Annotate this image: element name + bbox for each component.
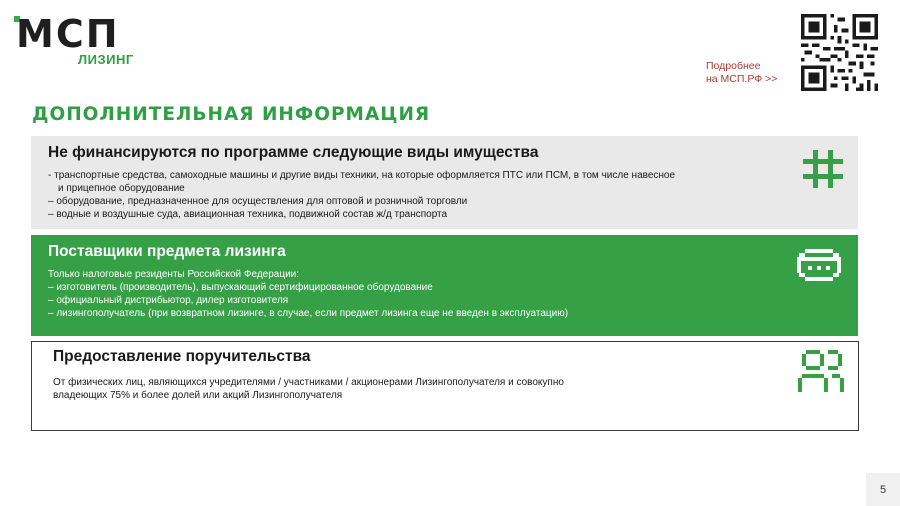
logo-sub: ЛИЗИНГ	[78, 52, 134, 67]
more-link-line1: Подробнее	[706, 60, 761, 72]
list-item: – официальный дистрибьютор, дилер изготовителя	[48, 295, 289, 306]
guarantee-text-line2: владеющих 75% и более долей или акций Лизингополучателя	[53, 390, 343, 401]
guarantee-block	[31, 341, 859, 431]
guarantee-text-line1: От физических лиц, являющихся учредителями / участниками / акционерами Лизингополучателя и совокупно	[53, 377, 564, 388]
list-item: - транспортные средства, самоходные машины и другие виды техники, на которые оформляется ПТС или ПСМ, в том числе навесное	[48, 170, 676, 181]
suppliers-title: Поставщики предмета лизинга	[48, 243, 286, 260]
list-item: – оборудование, предназначенное для осуществления для оптовой и розничной торговли	[48, 196, 468, 207]
more-link-line2: на МСП.РФ >>	[706, 73, 778, 85]
hash-icon	[801, 147, 845, 191]
users-icon	[796, 348, 848, 396]
suppliers-block	[31, 235, 858, 336]
suppliers-list	[48, 268, 788, 320]
logo	[14, 12, 144, 68]
list-item: Только налоговые резиденты Российской Федерации:	[48, 269, 300, 280]
guarantee-title: Предоставление поручительства	[53, 348, 311, 365]
not-financed-list	[48, 169, 793, 221]
connector-icon	[795, 247, 843, 283]
logo-main: МСП	[16, 12, 120, 56]
not-financed-title: Не финансируются по программе следующие виды имущества	[48, 144, 539, 161]
qr-code-icon	[801, 14, 878, 91]
not-financed-block	[31, 136, 858, 229]
list-item: – лизингополучатель (при возвратном лизинге, в случае, если предмет лизинга еще не введен в эксплуатацию)	[48, 308, 569, 319]
list-item: – водные и воздушные суда, авиационная техника, подвижной состав ж/д транспорта	[48, 209, 448, 220]
page-number: 5	[866, 473, 900, 506]
section-title: ДОПОЛНИТЕЛЬНАЯ ИНФОРМАЦИЯ	[32, 104, 431, 125]
guarantee-text	[53, 376, 783, 402]
list-item: и прицепное оборудование	[58, 183, 185, 194]
more-link[interactable]	[706, 60, 777, 86]
list-item: – изготовитель (производитель), выпускающий сертифицированное оборудование	[48, 282, 433, 293]
